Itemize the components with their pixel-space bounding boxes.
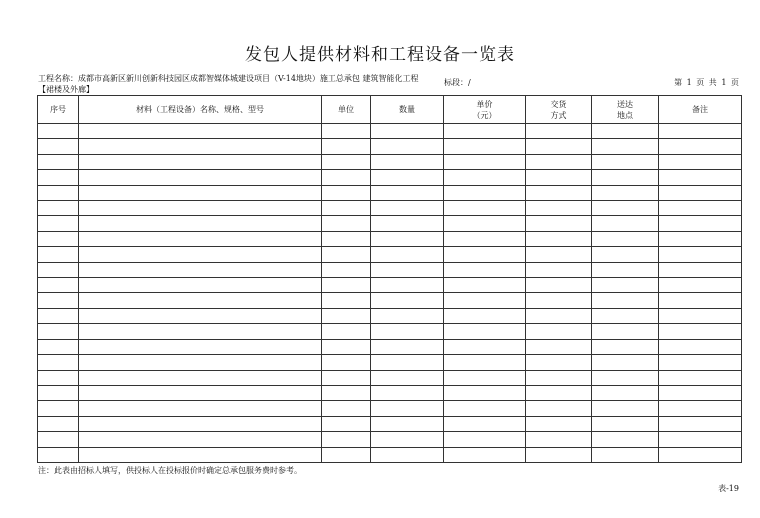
table-cell bbox=[322, 262, 371, 277]
table-row bbox=[38, 216, 742, 231]
table-cell bbox=[79, 324, 322, 339]
table-cell bbox=[322, 339, 371, 354]
header-unit: 单位 bbox=[322, 96, 371, 124]
table-cell bbox=[592, 170, 659, 185]
table-row bbox=[38, 355, 742, 370]
table-cell bbox=[659, 278, 742, 293]
table-cell bbox=[371, 447, 444, 462]
table-cell bbox=[592, 154, 659, 169]
table-cell bbox=[371, 262, 444, 277]
table-cell bbox=[371, 355, 444, 370]
table-row bbox=[38, 185, 742, 200]
project-name-line1: 工程名称：成都市高新区新川创新科技园区成都智媒体城建设项目（V-14地块）施工总承包 建筑智能化工程 bbox=[38, 74, 419, 83]
header-delivery-location: 送达 地点 bbox=[592, 96, 659, 124]
table-cell bbox=[444, 170, 526, 185]
project-name-line2: 【裙楼及外廊】 bbox=[38, 85, 94, 94]
table-cell bbox=[444, 308, 526, 323]
table-row bbox=[38, 447, 742, 462]
table-cell bbox=[79, 385, 322, 400]
table-row bbox=[38, 339, 742, 354]
table-cell bbox=[322, 231, 371, 246]
table-row bbox=[38, 401, 742, 416]
table-cell bbox=[322, 447, 371, 462]
table-cell bbox=[526, 154, 592, 169]
table-cell bbox=[444, 278, 526, 293]
table-cell bbox=[38, 401, 79, 416]
table-cell bbox=[592, 370, 659, 385]
table-cell bbox=[38, 339, 79, 354]
table-cell bbox=[79, 262, 322, 277]
table-cell bbox=[592, 324, 659, 339]
table-cell bbox=[371, 370, 444, 385]
table-cell bbox=[38, 262, 79, 277]
table-cell bbox=[592, 355, 659, 370]
table-cell bbox=[659, 139, 742, 154]
table-cell bbox=[38, 278, 79, 293]
table-cell bbox=[659, 170, 742, 185]
form-number: 表-19 bbox=[718, 484, 739, 493]
table-cell bbox=[526, 339, 592, 354]
table-cell bbox=[444, 124, 526, 139]
table-cell bbox=[592, 231, 659, 246]
table-row bbox=[38, 370, 742, 385]
table-cell bbox=[79, 293, 322, 308]
table-cell bbox=[526, 231, 592, 246]
table-cell bbox=[371, 278, 444, 293]
table-cell bbox=[444, 401, 526, 416]
table-cell bbox=[444, 355, 526, 370]
table-cell bbox=[322, 139, 371, 154]
header-delivery-method: 交货 方式 bbox=[526, 96, 592, 124]
page-title: 发包人提供材料和工程设备一览表 bbox=[245, 45, 515, 65]
table-cell bbox=[659, 370, 742, 385]
table-cell bbox=[526, 447, 592, 462]
table-cell bbox=[79, 355, 322, 370]
table-row bbox=[38, 201, 742, 216]
table-row bbox=[38, 247, 742, 262]
table-cell bbox=[38, 416, 79, 431]
table-cell bbox=[79, 216, 322, 231]
table-cell bbox=[322, 401, 371, 416]
table-cell bbox=[38, 447, 79, 462]
header-seq: 序号 bbox=[38, 96, 79, 124]
table-cell bbox=[659, 308, 742, 323]
table-cell bbox=[322, 278, 371, 293]
table-cell bbox=[659, 231, 742, 246]
table-cell bbox=[79, 201, 322, 216]
header-material-name: 材料（工程设备）名称、规格、型号 bbox=[79, 96, 322, 124]
table-cell bbox=[592, 124, 659, 139]
table-cell bbox=[444, 385, 526, 400]
table-row bbox=[38, 308, 742, 323]
table-cell bbox=[371, 170, 444, 185]
table-cell bbox=[371, 293, 444, 308]
table-cell bbox=[371, 339, 444, 354]
table-row bbox=[38, 385, 742, 400]
table-cell bbox=[659, 293, 742, 308]
table-cell bbox=[38, 201, 79, 216]
table-cell bbox=[444, 339, 526, 354]
table-cell bbox=[322, 324, 371, 339]
table-cell bbox=[592, 278, 659, 293]
table-cell bbox=[79, 139, 322, 154]
table-cell bbox=[592, 339, 659, 354]
table-row bbox=[38, 231, 742, 246]
table-cell bbox=[371, 247, 444, 262]
table-cell bbox=[371, 139, 444, 154]
table-cell bbox=[371, 432, 444, 447]
table-cell bbox=[322, 124, 371, 139]
table-cell bbox=[38, 216, 79, 231]
table-cell bbox=[526, 278, 592, 293]
table-cell bbox=[659, 262, 742, 277]
table-cell bbox=[526, 247, 592, 262]
table-cell bbox=[371, 185, 444, 200]
table-header-row bbox=[38, 96, 742, 124]
table-cell bbox=[526, 385, 592, 400]
table-row bbox=[38, 124, 742, 139]
table-cell bbox=[526, 201, 592, 216]
table-cell bbox=[371, 401, 444, 416]
table-cell bbox=[322, 185, 371, 200]
materials-table bbox=[37, 95, 742, 463]
table-cell bbox=[322, 416, 371, 431]
table-cell bbox=[659, 416, 742, 431]
table-cell bbox=[79, 416, 322, 431]
table-cell bbox=[371, 216, 444, 231]
table-row bbox=[38, 416, 742, 431]
table-cell bbox=[38, 231, 79, 246]
table-cell bbox=[659, 432, 742, 447]
table-row bbox=[38, 278, 742, 293]
table-cell bbox=[444, 416, 526, 431]
table-cell bbox=[371, 154, 444, 169]
table-cell bbox=[38, 308, 79, 323]
table-cell bbox=[444, 447, 526, 462]
table-row bbox=[38, 170, 742, 185]
table-cell bbox=[592, 139, 659, 154]
table-row bbox=[38, 324, 742, 339]
table-cell bbox=[38, 247, 79, 262]
table-cell bbox=[371, 416, 444, 431]
table-cell bbox=[526, 262, 592, 277]
table-cell bbox=[444, 201, 526, 216]
table-row bbox=[38, 139, 742, 154]
header-remarks: 备注 bbox=[659, 96, 742, 124]
table-cell bbox=[592, 447, 659, 462]
bid-section: 标段：/ bbox=[444, 78, 471, 87]
table-cell bbox=[322, 247, 371, 262]
table-cell bbox=[659, 324, 742, 339]
table-cell bbox=[659, 339, 742, 354]
table-cell bbox=[659, 401, 742, 416]
table-cell bbox=[79, 247, 322, 262]
table-cell bbox=[38, 154, 79, 169]
table-cell bbox=[79, 154, 322, 169]
table-cell bbox=[444, 231, 526, 246]
table-cell bbox=[526, 370, 592, 385]
table-cell bbox=[592, 385, 659, 400]
table-row bbox=[38, 262, 742, 277]
table-cell bbox=[322, 293, 371, 308]
table-cell bbox=[79, 432, 322, 447]
table-cell bbox=[79, 401, 322, 416]
table-cell bbox=[322, 308, 371, 323]
table-cell bbox=[79, 231, 322, 246]
table-cell bbox=[38, 370, 79, 385]
table-cell bbox=[444, 324, 526, 339]
table-cell bbox=[444, 139, 526, 154]
table-cell bbox=[444, 370, 526, 385]
table-cell bbox=[526, 324, 592, 339]
table-cell bbox=[79, 308, 322, 323]
table-cell bbox=[592, 308, 659, 323]
table-cell bbox=[659, 154, 742, 169]
table-cell bbox=[659, 201, 742, 216]
table-cell bbox=[322, 432, 371, 447]
table-cell bbox=[526, 416, 592, 431]
table-cell bbox=[38, 385, 79, 400]
table-cell bbox=[79, 185, 322, 200]
table-cell bbox=[371, 231, 444, 246]
table-cell bbox=[38, 293, 79, 308]
table-cell bbox=[444, 262, 526, 277]
table-row bbox=[38, 154, 742, 169]
table-row bbox=[38, 432, 742, 447]
table-cell bbox=[444, 432, 526, 447]
table-cell bbox=[592, 401, 659, 416]
table-cell bbox=[79, 124, 322, 139]
table-cell bbox=[322, 154, 371, 169]
table-cell bbox=[526, 401, 592, 416]
table-cell bbox=[79, 447, 322, 462]
table-cell bbox=[322, 170, 371, 185]
header-unit-price: 单价 （元） bbox=[444, 96, 526, 124]
table-cell bbox=[322, 216, 371, 231]
table-cell bbox=[38, 139, 79, 154]
table-cell bbox=[371, 124, 444, 139]
table-cell bbox=[79, 339, 322, 354]
table-cell bbox=[526, 293, 592, 308]
table-cell bbox=[526, 185, 592, 200]
table-cell bbox=[659, 355, 742, 370]
table-cell bbox=[526, 170, 592, 185]
project-name bbox=[38, 73, 418, 95]
table-cell bbox=[444, 154, 526, 169]
table-cell bbox=[444, 216, 526, 231]
table-cell bbox=[592, 293, 659, 308]
table-cell bbox=[79, 370, 322, 385]
table-cell bbox=[444, 247, 526, 262]
table-cell bbox=[659, 385, 742, 400]
table-cell bbox=[659, 216, 742, 231]
table-cell bbox=[592, 185, 659, 200]
table-cell bbox=[444, 293, 526, 308]
table-cell bbox=[526, 139, 592, 154]
table-cell bbox=[659, 124, 742, 139]
footnote: 注：此表由招标人填写，供投标人在投标报价时确定总承包服务费时参考。 bbox=[38, 466, 302, 475]
table-cell bbox=[526, 355, 592, 370]
table-cell bbox=[371, 201, 444, 216]
table-cell bbox=[592, 201, 659, 216]
table-cell bbox=[526, 124, 592, 139]
table-cell bbox=[444, 185, 526, 200]
table-cell bbox=[38, 124, 79, 139]
table-cell bbox=[79, 170, 322, 185]
table-cell bbox=[592, 247, 659, 262]
table-cell bbox=[371, 324, 444, 339]
table-cell bbox=[371, 308, 444, 323]
table-cell bbox=[659, 185, 742, 200]
table-cell bbox=[592, 432, 659, 447]
table-cell bbox=[659, 247, 742, 262]
table-cell bbox=[526, 432, 592, 447]
table-cell bbox=[79, 278, 322, 293]
table-row bbox=[38, 293, 742, 308]
table-cell bbox=[38, 324, 79, 339]
table-cell bbox=[526, 216, 592, 231]
table-cell bbox=[38, 432, 79, 447]
table-cell bbox=[322, 385, 371, 400]
table-cell bbox=[526, 308, 592, 323]
table-cell bbox=[322, 355, 371, 370]
table-cell bbox=[38, 185, 79, 200]
table-body bbox=[38, 124, 742, 463]
page-info: 第 1 页 共 1 页 bbox=[674, 78, 739, 87]
table-cell bbox=[371, 385, 444, 400]
table-cell bbox=[659, 447, 742, 462]
table-cell bbox=[592, 262, 659, 277]
table-cell bbox=[322, 370, 371, 385]
table-cell bbox=[592, 216, 659, 231]
table-cell bbox=[322, 201, 371, 216]
table-cell bbox=[38, 355, 79, 370]
table-cell bbox=[592, 416, 659, 431]
table-cell bbox=[38, 170, 79, 185]
header-quantity: 数量 bbox=[371, 96, 444, 124]
